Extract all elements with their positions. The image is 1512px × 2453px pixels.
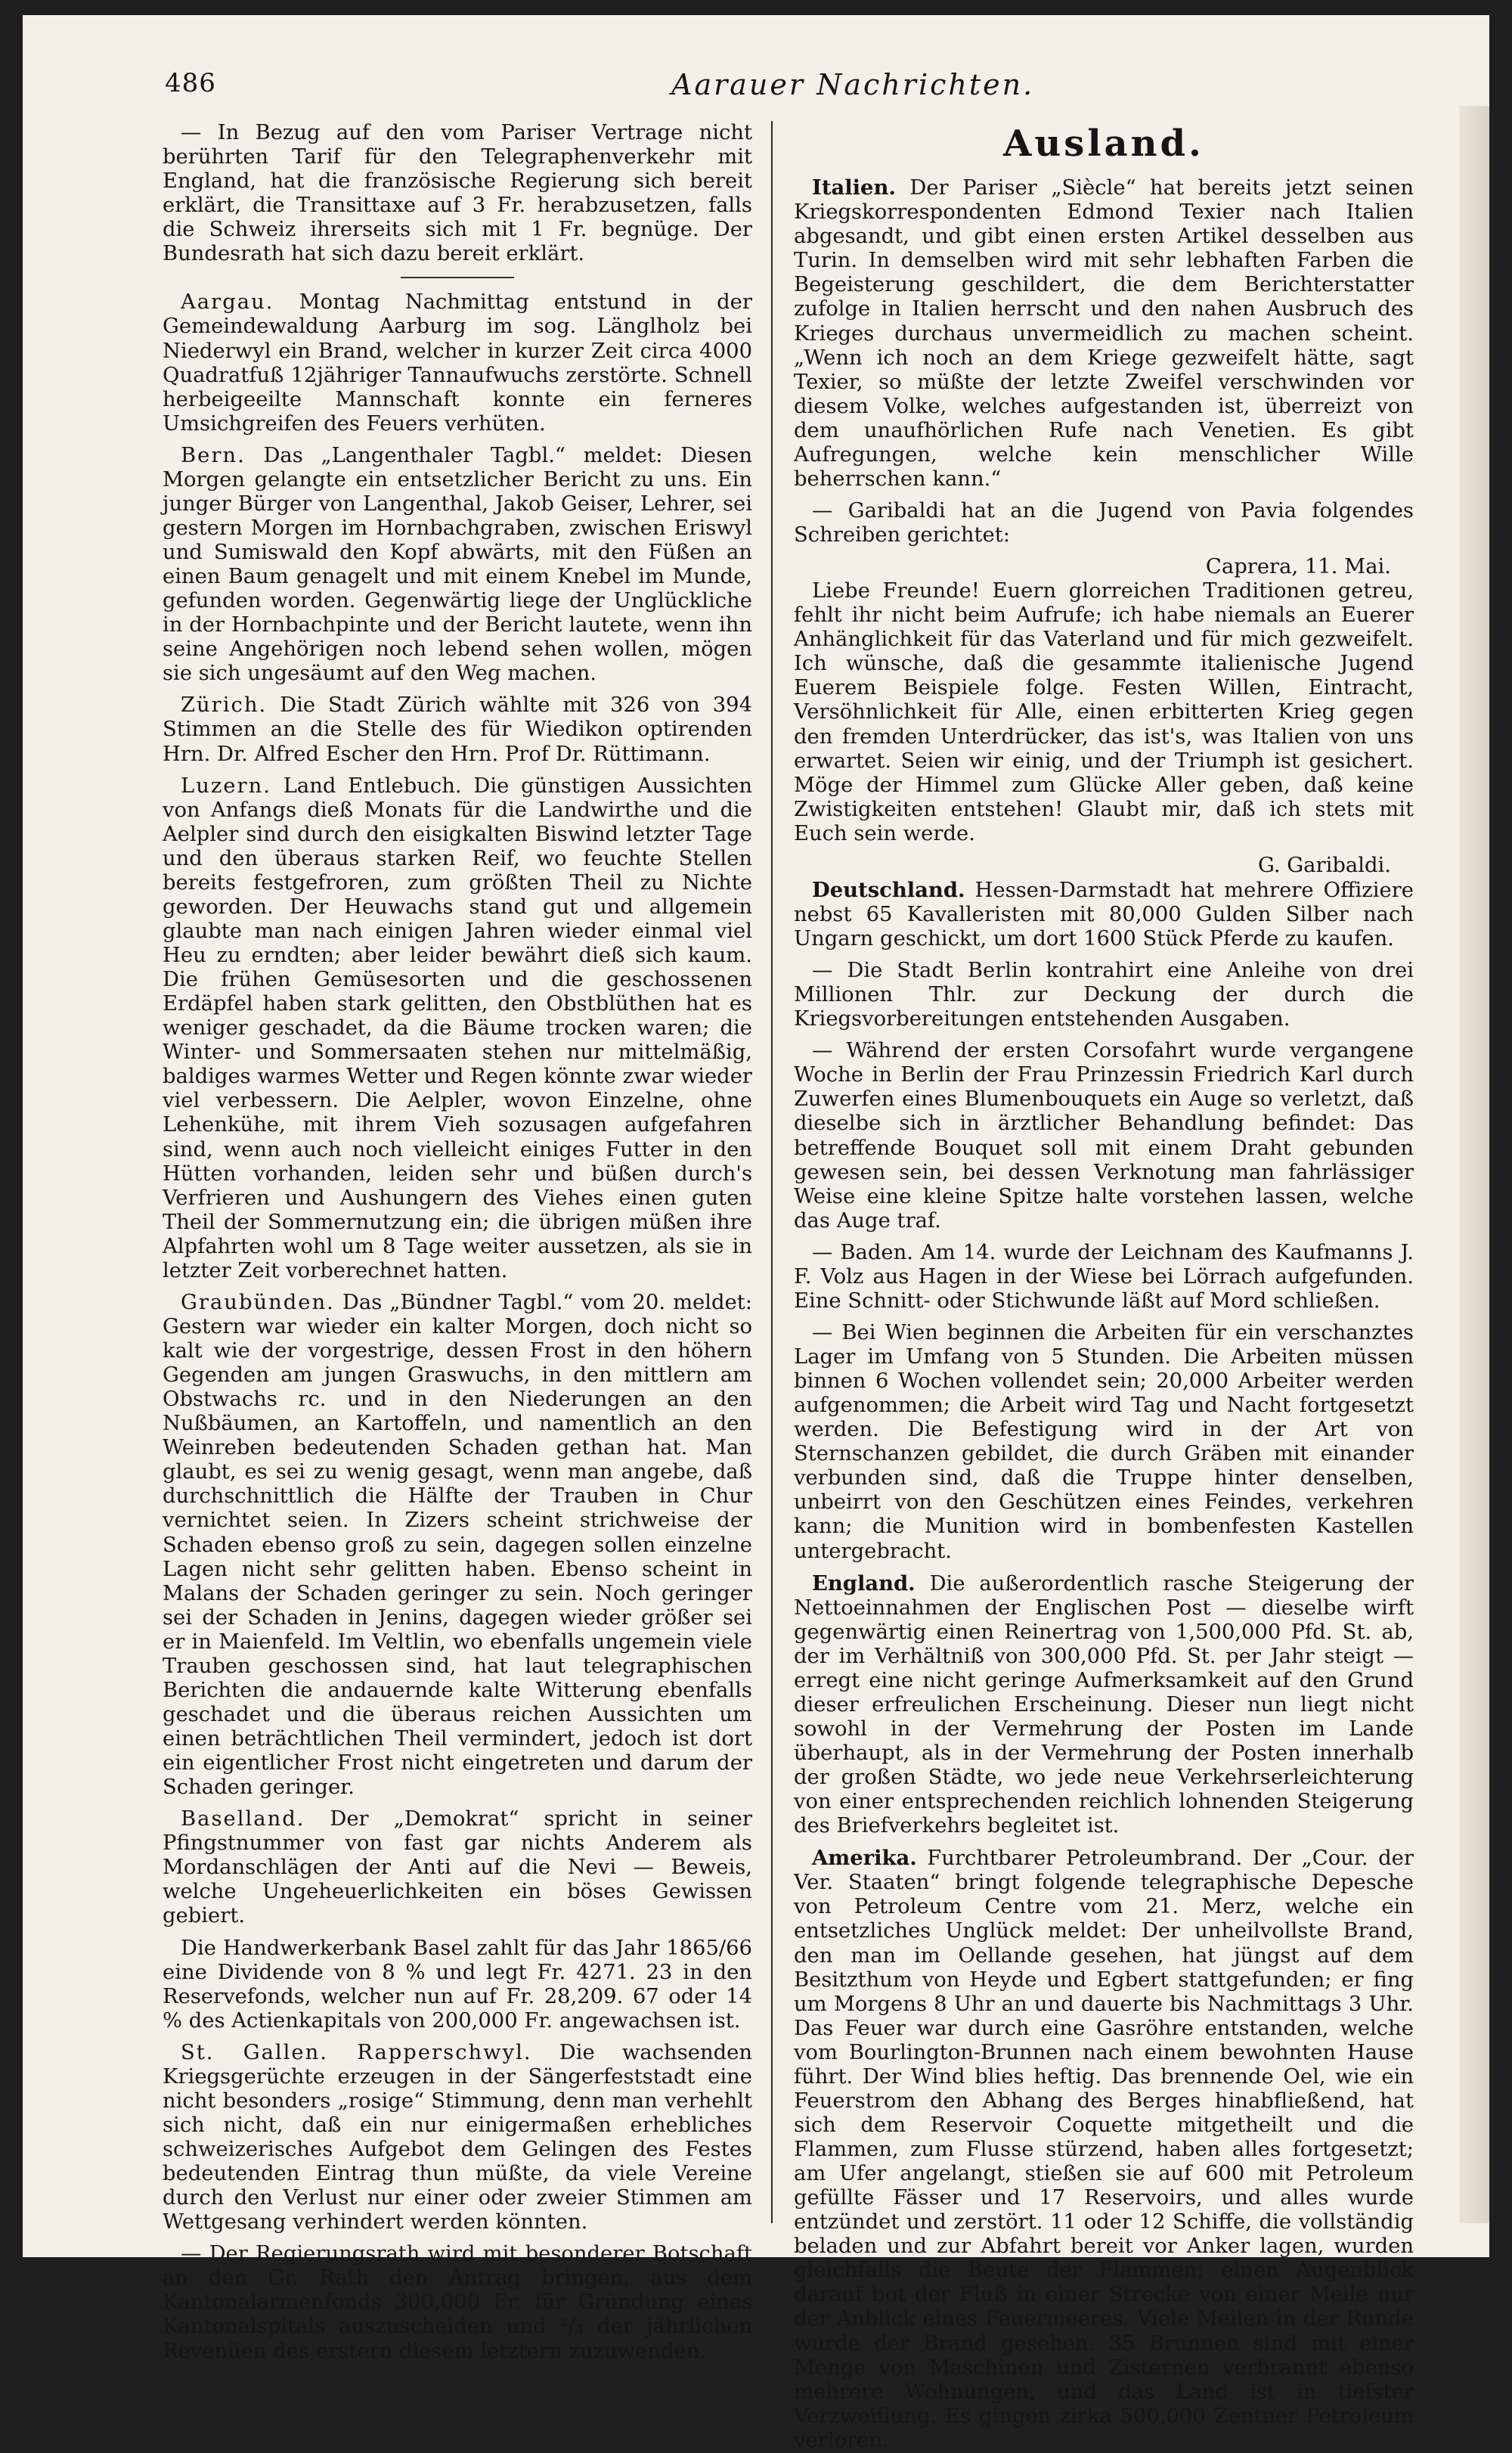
article-deutschland-text: Hessen-Darmstadt hat mehrere Offiziere nebst 65 Kavalleristen mit 80,000 Gulden Silber nach Ungarn geschickt, um dort 1600 Stück Pferde zu kaufen. [794, 878, 1414, 951]
page-number: 486 [165, 68, 216, 98]
place-stgallen: St. Gallen. Rapperschwyl. [181, 2040, 532, 2064]
right-column [794, 121, 1414, 2452]
article-england [794, 1571, 1414, 1839]
left-column [163, 121, 752, 2363]
place-baselland: Baselland. [181, 1807, 305, 1831]
article-corso: — Während der ersten Corsofahrt wurde vergangene Woche in Berlin der Frau Prinzessin Friedrich Karl durch Zuwerfen eines Blumenbouquets ein Auge so verletzt, daß dieselbe sich in ärztlicher Behandlung befindet: Das betreffende Bouquet soll mit einem Draht gebunden gewesen sein, bei dessen Verknotung man fahrlässiger Weise eine kleine Spitze halte vorstehen lassen, welche das Auge traf. [794, 1039, 1414, 1233]
country-deutschland: Deutschland. [812, 877, 965, 902]
article-england-text: Die außerordentlich rasche Steigerung der Nettoeinnahmen der Englischen Post — dieselbe wirft gegenwärtig einen Reinertrag von 1,500,000 Pfd. St. ab, der im Verhältniß von 300,000 Pfd. St. per Jahr steigt — erregt eine nicht geringe Aufmerksamkeit auf den Grund dieser erfreulichen Erscheinung. Dieser nun liegt nicht sowohl in der Vermehrung der Posten im Lande überhaupt, als in der Vermehrung der Posten innerhalb der großen Städte, wo jede neue Verkehrserleichterung von einer entsprechenden reichlich lohnenden Steigerung des Briefverkehrs begleitet ist. [794, 1571, 1414, 1838]
garibaldi-letter: Liebe Freunde! Euern glorreichen Traditionen getreu, fehlt ihr nicht beim Aufrufe; ich habe niemals an Euerer Anhänglichkeit für das Vaterland und für mich gezweifelt. Ich wünsche, daß die gesammte italienische Jugend Euerem Beispiele folge. Festen Willen, Eintracht, Versöhnlichkeit für Alle, einen erbitterten Krieg gegen den fremden Unterdrücker, das ist's, was Italien von uns erwartet. Seien wir einig, und der Triumph ist gesichert. Möge der Himmel zum Glücke Aller geben, daß keine Zwistigkeiten entstehen! Glaubt mir, daß ich stets mit Euch sein werde. [794, 579, 1414, 845]
separator-rule [401, 277, 514, 278]
article-luzern [163, 774, 752, 1283]
place-zuerich: Zürich. [181, 693, 268, 718]
article-garibaldi-intro: — Garibaldi hat an die Jugend von Pavia folgendes Schreiben gerichtet: [794, 498, 1414, 547]
article-amerika-text: Furchtbarer Petroleumbrand. Der „Cour. der Ver. Staaten“ bringt folgende telegraphische Depesche von Petroleum Centre vom 21. Merz, welche ein entsetzliches Unglück meldet: Der unheilvollste Brand, den man im Oellande gesehen, hat jüngst auf dem Besitzthum von Heyde und Egbert stattgefunden; er fing um Morgens 8 Uhr an und dauerte bis Nachmittags 3 Uhr. Das Feuer war durch eine Gasröhre entstanden, welche vom Bourlington-Brunnen nach einem bewohnten Hause führt. Der Wind blies heftig. Das brennende Oel, wie ein Feuerstrom den Abhang des Berges hinabfließend, hat sich dem Reservoir Coquette mitgetheilt und die Flammen, zum Flusse stürzend, haben alles fortgesetzt; am Ufer angelangt, stießen sie auf 600 mit Petroleum gefüllte Fässer und 17 Reservoirs, und alles wurde entzündet und zerstört. 11 oder 12 Schiffe, die vollständig beladen und zur Abfahrt bereit vor Anker lagen, wurden gleichfalls die Beute der Flammen; einen Augenblick darauf bot der Fluß in einer Strecke von einer Meile nur der Anblick eines Feuermeeres. Viele Meilen in der Runde wurde der Brand gesehen. 35 Brunnen sind mit einer Menge von Maschinen und Zisternen verbrannt ebenso mehrere Wohnungen, und das Land ist in tiefster Verzweiflung. Es gingen zirka 500,000 Zentner Petroleum verloren. [794, 1847, 1414, 2452]
newspaper-title: Aarauer Nachrichten. [671, 68, 1035, 101]
country-england: England. [812, 1571, 916, 1596]
place-aargau: Aargau. [181, 290, 274, 315]
article-baselland [163, 1807, 752, 1928]
article-aargau-text: Montag Nachmittag entstund in der Gemeindewaldung Aarburg im sog. Länglholz bei Niederwyl ein Brand, welcher in kurzer Zeit circa 4000 Quadratfuß 12jähriger Tannaufwuchs zerstörte. Schnell herbeigeeilte Mannschaft konnte ein ferneres Umsichgreifen des Feuers verhüten. [163, 290, 752, 436]
article-telegraph-tariff: — In Bezug auf den vom Pariser Vertrage nicht berührten Tarif für den Telegraphenverkehr mit England, hat die französische Regierung sich bereit erklärt, die Transittaxe auf 3 Fr. herabzusetzen, falls die Schweiz ihrerseits sich mit 1 Fr. begnüge. Der Bundesrath hat sich dazu bereit erklärt. [163, 121, 752, 266]
article-basel-bank: Die Handwerkerbank Basel zahlt für das Jahr 1865/66 eine Dividende von 8 % und legt Fr. 4271. 23 in den Reservefonds, welcher nun auf Fr. 28,209. 67 oder 14 % des Actienkapitals von 200,000 Fr. angewachsen ist. [163, 1936, 752, 2033]
place-luzern: Luzern. [181, 774, 271, 798]
adjacent-page-edge [1459, 106, 1489, 2223]
country-italien: Italien. [812, 175, 896, 200]
article-aargau [163, 290, 752, 436]
article-stgallen [163, 2041, 752, 2235]
article-graubuenden [163, 1291, 752, 1800]
article-regierungsrath: — Der Regierungsrath wird mit besonderer Botschaft an den Gr. Rath den Antrag bringen, aus dem Kantonalarmenfonds 300,000 Fr. für Gründung eines Kantonalspitals auszuscheiden und ²/₃ der jährlichen Revenüen des erstern diesem letztern zuzuwenden. [163, 2242, 752, 2363]
article-zuerich [163, 693, 752, 766]
page-header [165, 68, 1405, 113]
country-amerika: Amerika. [812, 1846, 917, 1871]
article-stgallen-text: Die wachsenden Kriegsgerüchte erzeugen in der Sängerfeststadt eine nicht besonders „rosige“ Stimmung, denn man verhehlt sich nicht, daß ein nur einigermaßen erhebliches schweizerisches Aufgebot dem Gelingen des Festes bedeutenden Eintrag thun müßte, da viele Vereine durch den Verlust nur einer oder zweier Stimmen am Wettgesang verhindert werden könnten. [163, 2040, 752, 2234]
article-berlin: — Die Stadt Berlin kontrahirt eine Anleihe von drei Millionen Thlr. zur Deckung der durch die Kriegsvorbereitungen entstehenden Ausgaben. [794, 959, 1414, 1031]
article-baselland-text: Der „Demokrat“ spricht in seiner Pfingstnummer von fast gar nichts Anderem als Mordanschlägen der Anti auf die Nevi — Beweis, welche Ungeheuerlichkeiten ein böses Gewissen gebiert. [163, 1807, 752, 1928]
article-luzern-text: Land Entlebuch. Die günstigen Aussichten von Anfangs dieß Monats für die Landwirthe und die Aelpler sind durch den eisigkalten Biswind letzter Tage und den überaus starken Reif, wo feuchte Stellen bereits festgefroren, zum größten Theil zu Nichte geworden. Der Heuwachs stand gut und allgemein glaubte man nach einigen Jahren wieder einmal viel Heu zu erndten; aber leider bewährt dieß sich kaum. Die frühen Gemüsesorten und die geschossenen Erdäpfel haben stark gelitten, den Obstblüthen hat es weniger geschadet, da die Bäume trocken waren; die Winter- und Sommersaaten stehen nur mittelmäßig, baldiges warmes Wetter und Regen könnte zwar wieder viel verbessern. Die Aelpler, wovon Einzelne, ohne Lehenkühe, mit ihrem Vieh sozusagen aufgefahren sind, wenn auch noch vielleicht einiges Futter in den Hütten vorhanden, leiden sehr und büßen durch's Verfrieren und Aushungern des Viehes einen guten Theil der Sommernutzung ein; die übrigen müßen ihre Alpfahrten wohl um 8 Tage weiter aussetzen, als sie in letzter Zeit vorberechnet hatten. [163, 774, 752, 1282]
article-graubuenden-text: Das „Bündner Tagbl.“ vom 20. meldet: Gestern war wieder ein kalter Morgen, doch nicht so kalt wie der vorgestrige, dessen Frost in den höhern Gegenden am jungen Graswuchs, in den mittlern am Obstwachs rc. und in den Niederungen an den Nußbäumen, an Kartoffeln, und namentlich an den Weinreben bedeutenden Schaden gethan hat. Man glaubt, es sei zu wenig gesagt, wenn man angebe, daß durchschnittlich die Hälfte der Trauben in Chur vernichtet seien. In Zizers scheint strichweise der Schaden ebenso groß zu sein, dagegen sollen einzelne Lagen nicht sehr gelitten haben. Ebenso scheint in Malans der Schaden geringer zu sein. Noch geringer sei der Schaden in Jenins, dagegen wieder größer sei er in Maienfeld. Im Veltlin, wo ebenfalls ungemein viele Trauben geschossen sind, hat laut telegraphischen Berichten die andauernde kalte Witterung ebenfalls geschadet und die überaus reichen Aussichten um einen beträchtlichen Theil vermindert, jedoch ist dort ein eigentlicher Frost nicht eingetreten und darum der Schaden geringer. [163, 1290, 752, 1800]
place-bern: Bern. [181, 443, 246, 467]
article-italien-text: Der Pariser „Siècle“ hat bereits jetzt seinen Kriegskorrespondenten Edmond Texier nach Italien abgesandt, und gibt einen ersten Artikel desselben aus Turin. In demselben wird mit sehr lebhaften Farben die Begeisterung geschildert, die dem Berichterstatter zufolge in Italien herrscht und den nahen Ausbruch des Krieges durchaus unvermeidlich zu machen scheint. „Wenn ich noch an dem Kriege gezweifelt hätte, sagt Texier, so müßte der letzte Zweifel verschwinden vor diesem Volke, welches aufgestanden ist, überreizt von dem unaufhörlichen Rufe nach Venetien. Es gibt Aufregungen, welche kein menschlicher Wille beherrschen kann.“ [794, 176, 1414, 491]
article-zuerich-text: Die Stadt Zürich wählte mit 326 von 394 Stimmen an die Stelle des für Wiedikon optirenden Hrn. Dr. Alfred Escher den Hrn. Prof Dr. Rüttimann. [163, 693, 752, 766]
section-title-ausland: Ausland. [1003, 122, 1204, 165]
article-baden: — Baden. Am 14. wurde der Leichnam des Kaufmanns J. F. Volz aus Hagen in der Wiese bei Lörrach aufgefunden. Eine Schnitt- oder Stichwunde läßt auf Mord schließen. [794, 1240, 1414, 1313]
place-graubuenden: Graubünden. [181, 1290, 335, 1314]
article-italien [794, 175, 1414, 492]
article-amerika [794, 1846, 1414, 2453]
article-bern-text: Das „Langenthaler Tagbl.“ meldet: Diesen Morgen gelangte ein entsetzlicher Bericht zu uns. Ein junger Bürger von Langenthal, Jakob Geiser, Lehrer, sei gestern Morgen im Hornbachgraben, zwischen Eriswyl und Sumiswald den Kopf abwärts, mit den Füßen an einen Baum genagelt und mit einem Knebel im Munde, gefunden worden. Gegenwärtig liege der Unglückliche in der Hornbachpinte und der Bericht lautete, wenn ihn seine Angehörigen noch lebend sehen wollen, mögen sie sich ungesäumt auf den Weg machen. [163, 443, 752, 686]
garibaldi-signature: G. Garibaldi. [1257, 853, 1391, 877]
garibaldi-dateline: Caprera, 11. Mai. [1205, 555, 1391, 579]
article-wien: — Bei Wien beginnen die Arbeiten für ein verschanztes Lager im Umfang von 5 Stunden. Die Arbeiten müssen binnen 6 Wochen vollendet sein; 20,000 Arbeiter werden aufgenommen; die Arbeit wird Tag und Nacht fortgesetzt werden. Die Befestigung wird in der Art von Sternschanzen gebildet, die durch Gräben mit einander verbunden sind, daß die Truppe hinter denselben, unbeirrt von den Geschützen eines Feindes, verkehren kann; die Munition wird in bombenfesten Kastellen untergebracht. [794, 1320, 1414, 1563]
newspaper-page [23, 15, 1489, 2452]
article-deutschland [794, 878, 1414, 951]
article-bern [163, 444, 752, 687]
column-divider [771, 121, 773, 2223]
